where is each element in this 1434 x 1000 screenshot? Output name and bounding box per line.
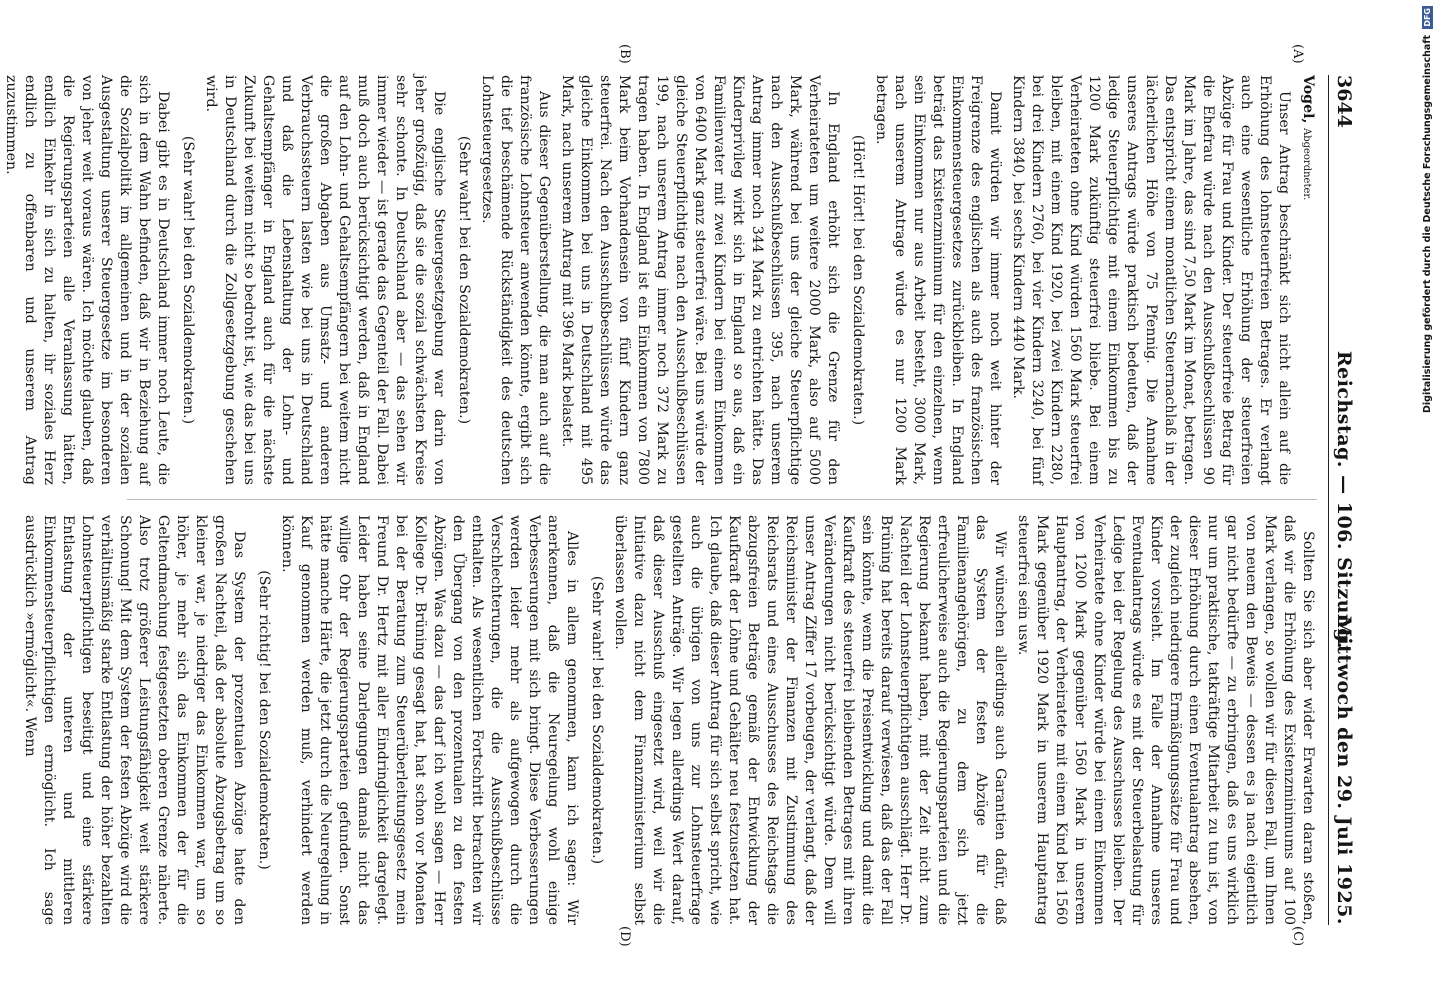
paragraph: Das System der prozentualen Abzüge hatte den großen Nachteil, daß der absolute Abzugsbetrag um so kleiner war, je niedriger das Einkommen war, um so höher, je mehr sich das Einkommen der für die Geltendmachung festgesetzten oberen Grenze näherte. Also trotz größerer Leistungsfähigkeit weit stärkere Schonung! Mit dem System der festen Abzüge wird die verhältnismäßig starke Entlastung der höher bezahlten Lohnsteuerpflichtigen beseitigt und eine stärkere Entlastung der unteren und mittleren Einkommensteuerpflichtigen ermöglicht. Ich sage ausdrücklich »ermöglicht«. Wenn xyxy=(22,515,247,925)
speaker-line xyxy=(1297,75,1317,485)
session-title: Reichstag. — 106. Sitzung. xyxy=(1333,350,1355,650)
page-number: 3644 xyxy=(1333,75,1355,128)
credit-text-line xyxy=(1422,6,1434,994)
paragraph: Dabei gibt es in Deutschland immer noch Leute, die sich in dem Wahn befinden, daß wir in Beziehung auf die Sozialpolitik im allgemeinen und in der sozialen Ausgestaltung unserer Steuergesetze im besonderen von jeher weit voraus wären. Ich möchte glauben, daß die Regierungsparteien alle Veranlassung hätten, endlich Einkehr in sich zu halten, ihr soziales Herz endlich zu offenbaren und unserem Antrag zuzustimmen. xyxy=(3,75,171,485)
margin-letter-b: (B) xyxy=(617,44,632,64)
column-divider xyxy=(127,499,1317,500)
dfg-logo: DFG xyxy=(1423,8,1432,27)
margin-letter-d: (D) xyxy=(617,926,632,947)
session-date: Mittwoch den 29. Juli 1925. xyxy=(1333,615,1355,925)
paragraph: Wir wünschen allerdings auch Garantien dafür, daß das System der festen Abzüge für die Familienangehörigen, zu dem sich jetzt erfreulicherweise auch die Regierungsparteien und die Regierung bekannt haben, mit der Zeit nicht zum Nachteil der Lohnsteuerpflichtigen ausschlägt. Herr Dr. Brüning hat bereits darauf verwiesen, daß das der Fall sein könnte, wenn die Preisentwicklung und damit die Kaufkraft des steuerfrei bleibenden Betrages mit ihren Veränderungen nicht berücksichtigt würde. Dem will unser Antrag Ziffer 17 vorbeugen, der verlangt, daß der Reichsminister der Finanzen mit Zustimmung des Reichsrats und eines Ausschusses des Reichstags die abzugsfreien Beträge gemäß der Entwicklung der Kaufkraft der Löhne und Gehälter neu festzusetzen hat. Ich glaube, daß dieser Antrag für sich selbst spricht, wie auch die übrigen von uns zur Lohnsteuerfrage gestellten Anträge. Wir legen allerdings Wert darauf, daß dieser Ausschuß eingesetzt wird, weil wir die Initiative dazu nicht dem Finanzministerium selbst überlassen wollen. xyxy=(612,515,1008,925)
interjection: (Sehr wahr! bei den Sozialdemokraten.) xyxy=(589,575,605,865)
paragraph: Aus dieser Gegenüberstellung, die man auch auf die französische Lohnsteuer anwenden könnte, ergibt sich die tief beschämende Rückständigkeit des deutschen Lohnsteuergesetzes. xyxy=(479,75,552,485)
digitization-credit xyxy=(1422,6,1434,994)
interjection: (Hört! Hört! bei den Sozialdemokraten.) xyxy=(850,134,866,426)
interjection: (Sehr richtig! bei den Sozialdemokraten.) xyxy=(256,570,272,870)
scanned-page xyxy=(3,44,1367,950)
interjection: (Sehr wahr! bei den Sozialdemokraten.) xyxy=(180,135,196,425)
paragraph: Damit würden wir immer noch weit hinter der Freigrenze des englischen als auch des französischen Einkommensteuergesetzes zurückbleiben. In England beträgt das Existenzminimum für den einzelnen, wenn sein Einkommen nur aus Arbeit besteht, 3000 Mark, nach unserem Antrage würde es nur 1200 Mark betragen. xyxy=(873,75,1003,485)
right-text-column xyxy=(16,515,1317,925)
paragraph: Sollten Sie sich aber wider Erwarten daran stoßen, daß wir die Erhöhung des Existenzminimums auf 100 Mark verlangen, so wollen wir für diesen Fall, um Ihnen von neuem den Beweis — dessen es ja nach eigentlich gar nicht bedürfte — zu erbringen, daß es uns wirklich nur um praktische, tatkräftige Mitarbeit zu tun ist, von dieser Erhöhung durch einen Eventualantrag absehen, der zugleich niedrigere Ermäßigungssätze für Frau und Kinder vorsieht. Im Falle der Annahme unseres Eventualantrags würde es mit der Steuerbelastung für Ledige bei der Regelung des Ausschusses bleiben. Der Verheiratete ohne Kinder würde bei einem Einkommen von 1200 Mark gegenüber 1560 Mark in unserem Hauptantrag, der Verheiratete mit einem Kind bei 1560 Mark gegenüber 1920 Mark in unserem Hauptantrag steuerfrei sein usw. xyxy=(1015,515,1316,925)
paragraph: Die englische Steuergesetzgebung war darin von jeher großzügig, daß sie die sozial schwächsten Kreise sehr schonte. In Deutschland aber — das sehen wir immer wieder — ist gerade das Gegenteil der Fall. Dabei muß doch auch berücksichtigt werden, daß in England auf den Lohn- und Gehaltsempfängern bei weitem nicht die großen Abgaben aus Umsatz- und anderen Verbrauchssteuern lasten wie bei uns in Deutschland und daß die Lebenshaltung der Lohn- und Gehaltsempfänger in England auch für die nächste Zukunft bei weitem nicht so bedroht ist, wie das bei uns in Deutschland durch die Zollgesetzgebung geschehen wird. xyxy=(203,75,447,485)
interjection: (Sehr wahr! bei den Sozialdemokraten.) xyxy=(456,135,472,425)
margin-letter-c: (C) xyxy=(1290,926,1305,947)
page-header xyxy=(1328,75,1359,925)
speaker-role: Abgeordneter. xyxy=(1301,127,1312,201)
left-text-column xyxy=(0,75,1317,485)
margin-letter-a: (A) xyxy=(1290,44,1305,64)
credit-text: Digitalisierung gefördert durch die Deutsche Forschungsgemeinschaft xyxy=(1422,34,1433,413)
paragraph: Alles in allem genommen, kann ich sagen: Wir anerkennen, daß die Neuregelung wohl einige Verbesserungen mit sich bringt. Diese Verbesserungen werden leider mehr als aufgewogen durch die Verschlechterungen, die die Ausschußbeschlüsse enthalten. Als wesentlichen Fortschritt betrachten wir den Übergang von den prozentualen zu den festen Abzügen. Was dazu — das darf ich wohl sagen — Herr Kollege Dr. Brüning gesagt hat, hat schon vor Monaten bei der Beratung zum Steuerüberleitungsgesetz mein Freund Dr. Hertz mit aller Eindringlichkeit dargelegt. Leider haben seine Darlegungen damals nicht das willige Ohr der Regierungsparteien gefunden. Sonst hätte manche Härte, die jetzt durch die Neuregelung in Kauf genommen werden muß, verhindert werden können. xyxy=(279,515,580,925)
paragraph: In England erhöht sich die Grenze für den Verheirateten um weitere 2000 Mark, also auf 5000 Mark, während bei uns der gleiche Steuerpflichtige nach den Ausschußbeschlüssen 395, nach unserem Antrag immer noch 344 Mark zu entrichten hätte. Das Kinderprivileg wirkt sich in England so aus, daß ein Familienvater mit zwei Kindern bei einem Einkommen von 6400 Mark ganz steuerfrei wäre. Bei uns würde der gleiche Steuerpflichtige nach den Ausschußbeschlüssen 199, nach unserem Antrag immer noch 372 Mark zu tragen haben. In England ist ein Einkommen von 7800 Mark beim Vorhandensein von fünf Kindern ganz steuerfrei. Nach den Ausschußbeschlüssen würde das gleiche Einkommen bei uns in Deutschland mit 495 Mark, nach unserem Antrag mit 396 Mark belastet. xyxy=(559,75,841,485)
paragraph: Unser Antrag beschränkt sich nicht allein auf die Erhöhung des lohnsteuerfreien Betrages. Er verlangt auch eine wesentliche Erhöhung der steuerfreien Abzüge für Frau und Kinder. Der steuerfreie Betrag für die Ehefrau würde nach den Ausschußbeschlüssen 90 Mark im Jahre, das sind 7,50 Mark im Monat, betragen. Das entspricht einem monatlichen Steuernachlaß in der lächerlichen Höhe von 75 Pfennig. Die Annahme unseres Antrags würde praktisch bedeuten, daß der ledige Steuerpflichtige mit einem Einkommen bis zu 1200 Mark zukünftig steuerfrei bliebe. Bei einem Verheirateten ohne Kind würden 1560 Mark steuerfrei bleiben, mit einem Kind 1920, bei zwei Kindern 2280, bei drei Kindern 2760, bei vier Kindern 3240, bei fünf Kindern 3840, bei sechs Kindern 4440 Mark. xyxy=(1010,75,1292,485)
speaker-name: Vogel, xyxy=(1300,75,1316,124)
